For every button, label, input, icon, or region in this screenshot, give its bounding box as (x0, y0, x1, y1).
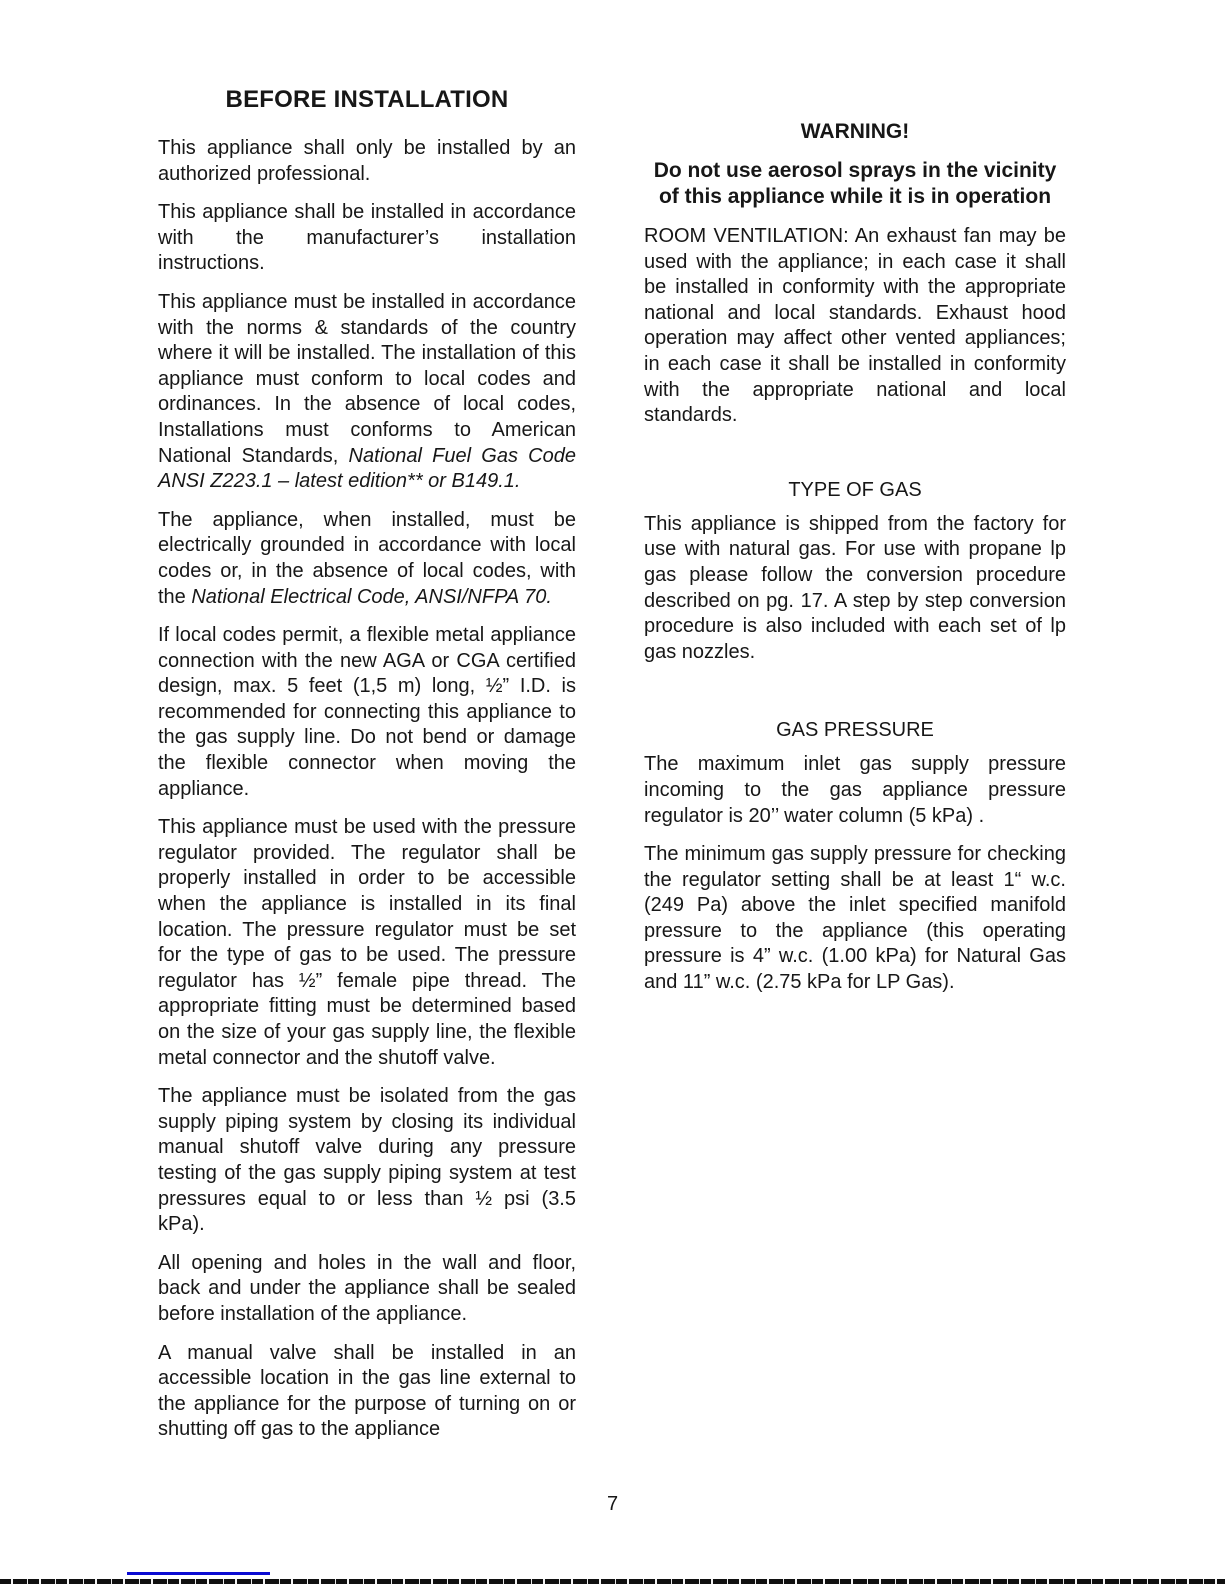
left-column (158, 86, 576, 1456)
body-text: This appliance shall be installed in accordance with the manufacturer’s installation instructions. (158, 201, 576, 275)
paragraph (158, 200, 576, 277)
italic-text: National Electrical Code, ANSI/NFPA 70. (191, 585, 552, 608)
italic-text: National Fuel Gas Code ANSI Z223.1 – latest edition** or B149.1. (158, 444, 576, 493)
paragraph (158, 1251, 576, 1328)
warning-heading: WARNING! (800, 120, 910, 143)
warning-subtitle: Do not use aerosol sprays in the vicinity of this appliance while it is in operation (653, 159, 1057, 208)
paragraph (158, 623, 576, 802)
paragraph (158, 1341, 576, 1443)
paragraph (158, 290, 576, 495)
type-of-gas-paragraph: This appliance is shipped from the factory for use with natural gas. For use with propane lp gas please follow the conversion procedure described on pg. 17. A step by step conversion procedure is also included with each set of lp gas nozzles. (644, 512, 1066, 663)
gas-pressure-paragraph-1: The maximum inlet gas supply pressure incoming to the gas appliance pressure regulator is 20’’ water column (5 kPa) . (644, 753, 1066, 827)
paragraph (158, 136, 576, 187)
body-text: The appliance, when installed, must be electrically grounded in accordance with local codes or, in the absence of local codes, with the (158, 508, 576, 608)
paragraph (158, 1084, 576, 1238)
body-text: All opening and holes in the wall and floor, back and under the appliance shall be sealed before installation of the appliance. (158, 1251, 576, 1325)
body-text: A manual valve shall be installed in an accessible location in the gas line external to the appliance for the purpose of turning on or shutting off gas to the appliance (158, 1341, 576, 1441)
body-text: This appliance must be installed in accordance with the norms & standards of the country where it will be installed. The installation of this appliance must conform to local codes and ordinances. In the absence of local codes, Installations must conforms to American National Standards, (158, 290, 576, 467)
paragraph (158, 508, 576, 610)
body-text: This appliance must be used with the pressure regulator provided. The regulator shall be properly installed in order to be accessible when the appliance is installed in its final location. The pressure regulator must be set for the type of gas to be used. The pressure regulator has ½” female pipe thread. The appropriate fitting must be determined based on the size of your gas supply line, the flexible metal connector and the shutoff valve. (158, 816, 576, 1069)
left-column-paragraphs (158, 136, 576, 1443)
room-ventilation-paragraph: ROOM VENTILATION: An exhaust fan may be used with the appliance; in each case it shall be installed in conformity with the appropriate national and local standards. Exhaust hood operation may affect other vented appliances; in each case it shall be installed in conformity with the appropriate national and local standards. (644, 225, 1066, 427)
paragraph (158, 815, 576, 1071)
page-bottom-scan-line (0, 1579, 1225, 1584)
body-text: If local codes permit, a flexible metal appliance connection with the new AGA or CGA certified design, max. 5 feet (1,5 m) long, ½” I.D. is recommended for connecting this appliance to the gas supply line. Do not bend or damage the flexible connector when moving the appliance. (158, 624, 576, 800)
page-number: 7 (606, 1493, 619, 1515)
before-installation-heading: BEFORE INSTALLATION (225, 86, 509, 113)
right-column (644, 120, 1066, 1009)
type-of-gas-heading: TYPE OF GAS (788, 478, 922, 501)
body-text: The appliance must be isolated from the gas supply piping system by closing its individual manual shutoff valve during any pressure testing of the gas supply piping system at test pressures equal to or less than ½ psi (3.5 kPa). (158, 1085, 576, 1236)
gas-pressure-paragraph-2: The minimum gas supply pressure for checking the regulator setting shall be at least 1“ w.c. (249 Pa) above the inlet specified manifold pressure to the appliance (this operating pressure is 4” w.c. (1.00 kPa) for Natural Gas and 11” w.c. (2.75 kPa for LP Gas). (644, 843, 1066, 994)
gas-pressure-heading: GAS PRESSURE (776, 719, 934, 742)
body-text: This appliance shall only be installed by an authorized professional. (158, 137, 576, 185)
footer-blue-line (127, 1572, 270, 1575)
